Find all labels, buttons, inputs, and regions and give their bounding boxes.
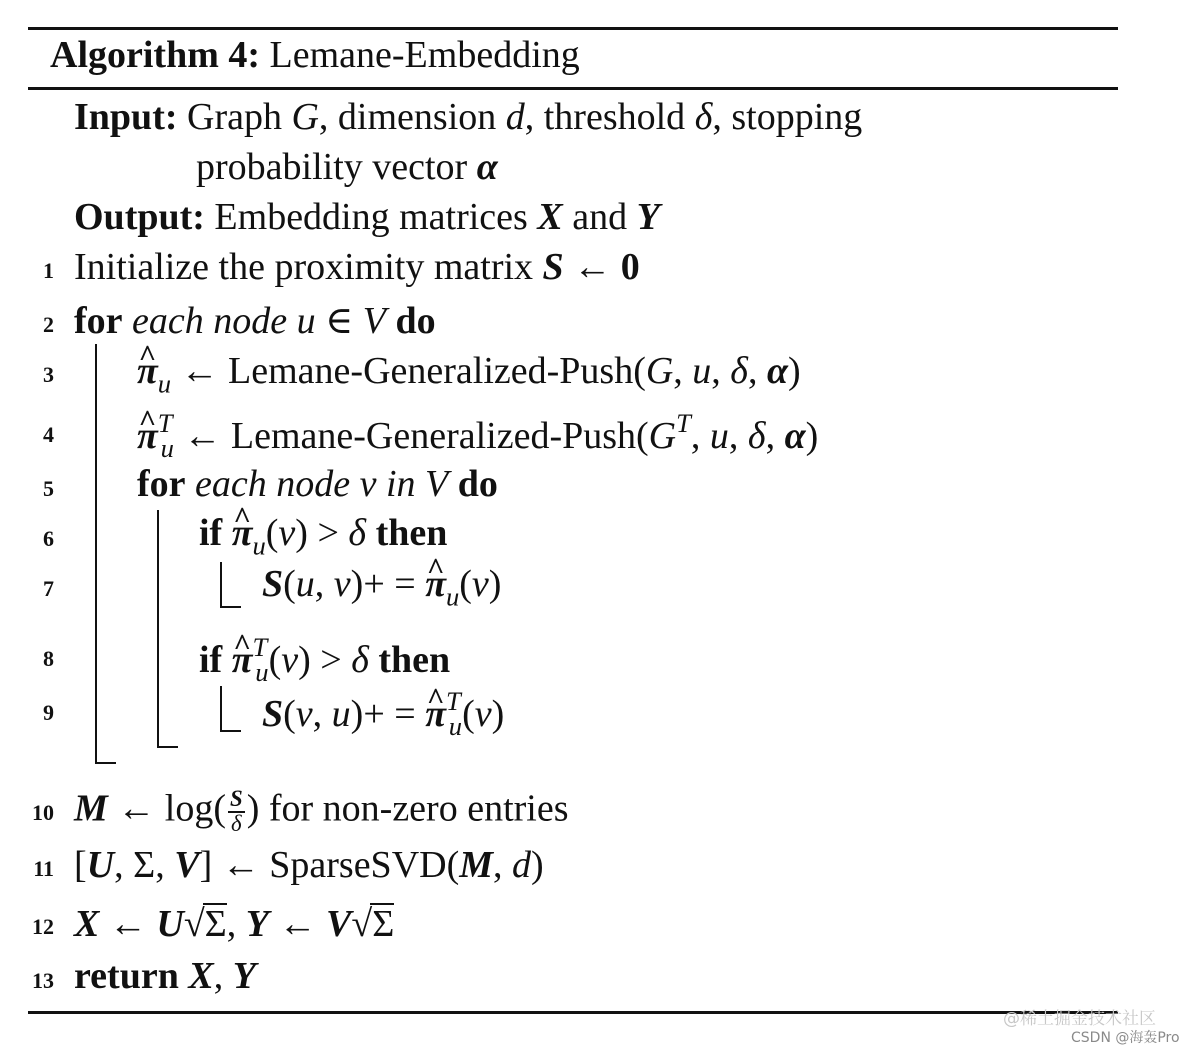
step-12: X ← U√Σ, Y ← V√Σ: [74, 903, 395, 945]
fraction-s-over-delta: $\frac{S}{\delta}$: [230, 786, 243, 836]
inner-for-block-bar: [157, 510, 159, 748]
step-11: [U, Σ, V] ← SparseSVD(M, d): [74, 844, 544, 886]
output-label: Output:: [74, 196, 205, 238]
output-line: Output: Embedding matrices X and Y: [74, 196, 660, 238]
step-1: Initialize the proximity matrix S ← 0: [74, 246, 640, 288]
line-number-7: 7: [43, 576, 54, 601]
line-number-5: 5: [43, 476, 54, 501]
algorithm-label: Algorithm 4:: [50, 34, 261, 76]
watermark-juejin: @稀土掘金技术社区: [1003, 1009, 1156, 1029]
for-block-bar: [95, 344, 97, 764]
if-block-end-1: [220, 606, 241, 608]
step-5: for each node v in V do: [137, 463, 498, 505]
if-block-bar-1: [220, 562, 222, 608]
line-number-8: 8: [43, 646, 54, 671]
input-label: Input:: [74, 96, 178, 138]
algorithm-name: Lemane-Embedding: [269, 34, 580, 76]
step-8: if ^ $\pi^T_u(v) > \delta$ then: [199, 634, 450, 686]
line-number-2: 2: [43, 312, 54, 337]
if-block-end-2: [220, 730, 241, 732]
step-4: ^ $\pi^T_u$ ← Lemane-$Generalized-Push(G^T$, u, δ, α): [137, 410, 818, 462]
step-2: for each node u ∈ V do: [74, 300, 436, 342]
step-10: M ← log( $\frac{S}{\delta}$ ) for non-zero entries: [74, 786, 569, 836]
line-number-9: 9: [43, 700, 54, 725]
top-rule: [28, 27, 1118, 30]
step-6: if ^ $\pi_u(v) > \delta$ then: [199, 514, 447, 559]
step-13: return X, Y: [74, 955, 256, 997]
line-number-13: 13: [32, 968, 54, 993]
input-line-continued: probability vector α: [196, 146, 498, 188]
header-rule: [28, 87, 1118, 90]
watermark-csdn: CSDN @海轰Pro: [1071, 1030, 1180, 1046]
line-number-11: 11: [33, 856, 54, 881]
step-3: ^ $\pi_u$ ← Lemane-Generalized-Push(G, u, δ, α): [137, 352, 801, 397]
step-7: S(u, v)+ = ^ $\pi_u(v)$: [262, 565, 501, 610]
input-line: Input: Graph G, dimension d, threshold δ, stopping: [74, 96, 863, 138]
line-number-1: 1: [43, 258, 54, 283]
if-block-bar-2: [220, 686, 222, 732]
inner-for-block-end: [157, 746, 178, 748]
for-block-end: [95, 762, 116, 764]
step-9: S(v, u)+ = ^ $\pi^T_u(v)$: [262, 688, 504, 740]
algorithm-title: [50, 33, 580, 77]
line-number-10: 10: [32, 800, 54, 825]
line-number-3: 3: [43, 362, 54, 387]
bottom-rule: [28, 1011, 1118, 1014]
line-number-12: 12: [32, 914, 54, 939]
line-number-6: 6: [43, 526, 54, 551]
line-number-4: 4: [43, 422, 54, 447]
